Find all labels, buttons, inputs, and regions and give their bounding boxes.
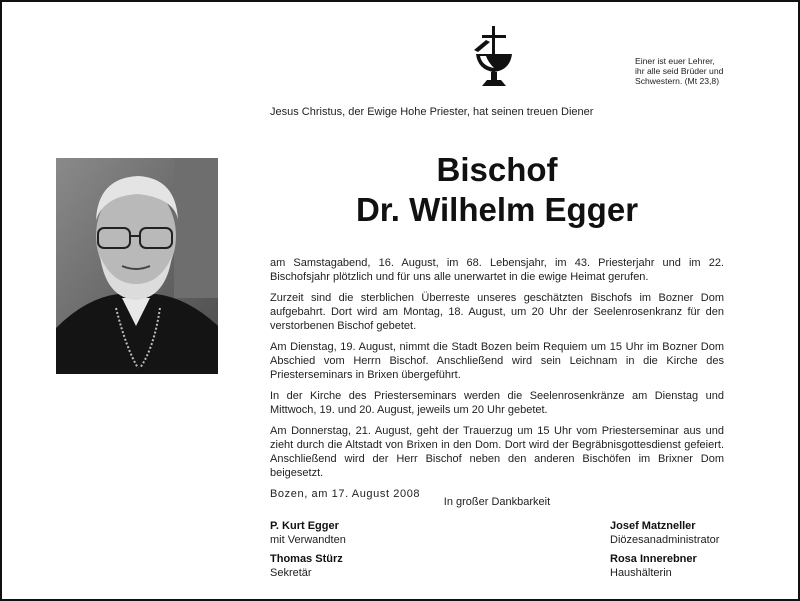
portrait-photo bbox=[56, 158, 218, 374]
signatory bbox=[270, 552, 343, 580]
bible-quote bbox=[635, 56, 785, 86]
paragraph: am Samstagabend, 16. August, im 68. Lebensjahr, im 43. Priesterjahr und im 22. Bischofsjahr plötzlich und für uns alle unerwartet in die ewige Heimat gerufen. bbox=[270, 257, 724, 283]
signatory-role: mit Verwandten bbox=[270, 534, 346, 546]
quote-line: Schwestern. (Mt 23,8) bbox=[635, 76, 720, 86]
title-line: Bischof bbox=[436, 151, 558, 188]
place-date: Bozen, am 17. August 2008 bbox=[270, 488, 421, 500]
signatory bbox=[270, 519, 346, 547]
signatory-role: Diözesanadministrator bbox=[610, 534, 720, 546]
signatory-name: P. Kurt Egger bbox=[270, 520, 339, 532]
paragraph: Am Donnerstag, 21. August, geht der Trauerzug um 15 Uhr vom Priesterseminar aus und zieht durch die Altstadt von Brixen in den Dom. Dort wird der Begräbnisgottesdienst gefeiert. Anschließend wird der Herr Bischof neben den anderen Bischöfen im Brixner Dom beigesetzt. bbox=[270, 425, 724, 479]
quote-line: Einer ist euer Lehrer, bbox=[635, 56, 715, 66]
title-line: Dr. Wilhelm Egger bbox=[355, 191, 639, 228]
paragraph: Am Dienstag, 19. August, nimmt die Stadt Bozen beim Requiem um 15 Uhr im Bozner Dom Abschied vom Herrn Bischof. Anschließend wird sein Leichnam in die Kirche des Priesterseminars in Brixen übergeführt. bbox=[270, 341, 724, 381]
signatory-role: Sekretär bbox=[270, 567, 312, 579]
deceased-name bbox=[270, 150, 724, 230]
cross-chalice-icon bbox=[470, 26, 518, 90]
signatory-role: Haushälterin bbox=[610, 567, 672, 579]
signatory bbox=[610, 552, 697, 580]
signatory bbox=[610, 519, 719, 547]
quote-line: ihr alle seid Brüder und bbox=[635, 66, 724, 76]
intro-line: Jesus Christus, der Ewige Hohe Priester, hat seinen treuen Diener bbox=[270, 106, 594, 118]
paragraph: In der Kirche des Priesterseminars werden die Seelenrosenkränze am Dienstag und Mittwoch, 19. und 20. August, jeweils um 20 Uhr gebetet. bbox=[270, 390, 724, 416]
signatory-name: Rosa Innerebner bbox=[610, 553, 697, 565]
thanks-line: In großer Dankbarkeit bbox=[443, 496, 551, 508]
paragraph: Zurzeit sind die sterblichen Überreste unseres geschätzten Bischofs im Bozner Dom aufgebahrt. Dort wird am Montag, 18. August, um 20 Uhr der Seelenrosenkranz für den verstorbenen Bischof gebetet. bbox=[270, 292, 724, 332]
signatory-name: Thomas Stürz bbox=[270, 553, 343, 565]
signatory-name: Josef Matzneller bbox=[610, 520, 696, 532]
notice-body bbox=[270, 256, 724, 508]
